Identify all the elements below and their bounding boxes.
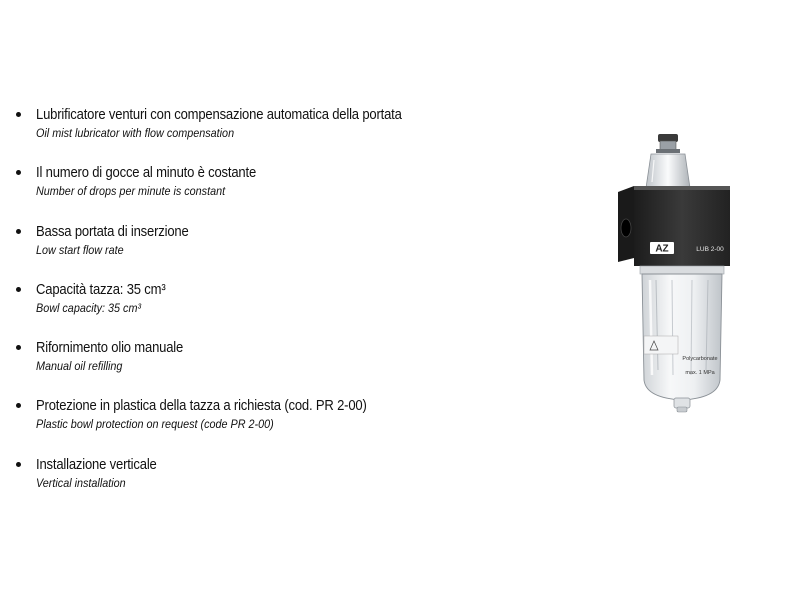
model-label: LUB 2-00 (696, 246, 724, 253)
bullet-icon (16, 112, 21, 117)
feature-title-it: Installazione verticale (36, 456, 157, 473)
feature-title-it: Il numero di gocce al minuto è costante (36, 165, 257, 182)
brand-logo: AZ (655, 243, 669, 255)
feature-title-en: Low start flow rate (36, 242, 124, 257)
feature-item (14, 339, 574, 397)
feature-title-it: Bassa portata di inserzione (36, 223, 189, 240)
bullet-icon (16, 229, 21, 234)
feature-title-en: Vertical installation (36, 475, 126, 490)
bullet-icon (16, 345, 21, 350)
bullet-icon (16, 403, 21, 408)
bullet-icon (16, 462, 21, 467)
feature-item (14, 397, 574, 455)
feature-item (14, 106, 574, 164)
feature-title-it: Rifornimento olio manuale (36, 340, 184, 357)
bullet-icon (16, 287, 21, 292)
bowl-material-label: Polycarbonate (682, 356, 718, 362)
bowl (642, 274, 722, 400)
bullet-icon (16, 170, 21, 175)
feature-list (14, 106, 574, 514)
feature-title-it: Lubrificatore venturi con compensazione automatica della portata (36, 107, 402, 123)
feature-item (14, 281, 574, 339)
fill-plug (656, 134, 680, 153)
feature-title-it: Protezione in plastica della tazza a richiesta (cod. PR 2-00) (36, 398, 367, 415)
feature-title-en: Manual oil refilling (36, 359, 123, 374)
bowl-pressure-label: max. 1 MPa (685, 370, 715, 376)
feature-title-it: Capacità tazza: 35 cm³ (36, 281, 166, 298)
lubricator-body (618, 186, 730, 266)
feature-title-en: Number of drops per minute is constant (36, 184, 226, 199)
feature-item (14, 456, 574, 514)
feature-title-en: Oil mist lubricator with flow compensation (36, 126, 235, 140)
lubricator-product-image (606, 130, 736, 415)
feature-title-en: Plastic bowl protection on request (code PR 2-00) (36, 417, 274, 432)
feature-item (14, 164, 574, 222)
feature-title-en: Bowl capacity: 35 cm³ (36, 300, 142, 315)
feature-item (14, 223, 574, 281)
drain-valve (674, 398, 690, 412)
